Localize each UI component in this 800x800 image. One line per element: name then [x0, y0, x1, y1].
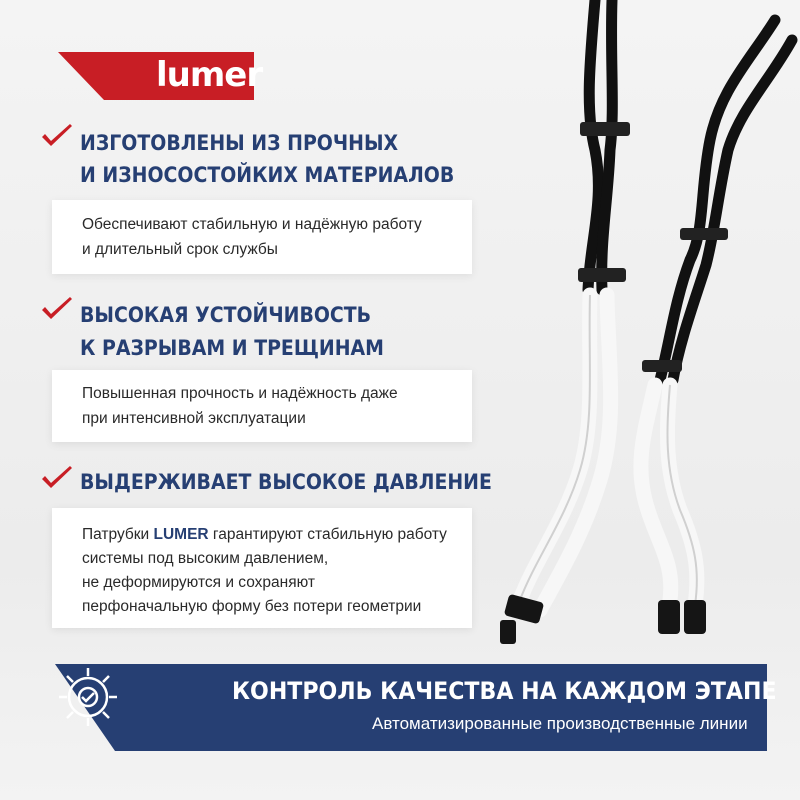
feature-1-card: [52, 200, 472, 274]
feature-3-text-line1: Патрубки LUMER гарантируют стабильную работу: [82, 526, 447, 543]
feature-1-heading-line2: И ИЗНОСОСТОЙКИХ МАТЕРИАЛОВ: [80, 163, 455, 187]
feature-2-heading-line2: К РАЗРЫВАМ И ТРЕЩИНАМ: [80, 336, 384, 360]
feature-3-heading: ВЫДЕРЖИВАЕТ ВЫСОКОЕ ДАВЛЕНИЕ: [80, 470, 492, 494]
feature-3-text-line4: перфоначальную форму без потери геометрии: [82, 598, 422, 615]
feature-1-heading-line1: ИЗГОТОВЛЕНЫ ИЗ ПРОЧНЫХ: [80, 131, 399, 155]
feature-1-text-line1: Обеспечивают стабильную и надёжную работу: [82, 216, 422, 233]
feature-3-text-line3: не деформируются и сохраняют: [82, 574, 315, 591]
feature-1-text-line2: и длительный срок службы: [82, 241, 278, 258]
gear-quality-icon: [55, 664, 121, 730]
banner-title: КОНТРОЛЬ КАЧЕСТВА НА КАЖДОМ ЭТАПЕ: [232, 677, 777, 705]
feature-3-text-line2: системы под высоким давлением,: [82, 550, 329, 567]
feature-3-card: [52, 508, 472, 628]
quality-banner: [55, 664, 777, 751]
checkmark-icon: [40, 297, 74, 323]
checkmark-icon: [40, 466, 74, 492]
feature-2-text-line1: Повышенная прочность и надёжность даже: [82, 385, 398, 402]
checkmark-icon: [40, 124, 74, 150]
brand-name: LUMER: [153, 526, 209, 543]
feature-2-heading-line1: ВЫСОКАЯ УСТОЙЧИВОСТЬ: [80, 303, 372, 327]
hose-product-image: [470, 0, 800, 670]
banner-subtitle: Автоматизированные производственные линии: [372, 714, 748, 733]
feature-2-text-line2: при интенсивной эксплуатации: [82, 410, 306, 427]
feature-2-card: [52, 370, 472, 442]
brand-logo: [58, 52, 263, 100]
brand-logo-text: lumer: [156, 55, 263, 95]
